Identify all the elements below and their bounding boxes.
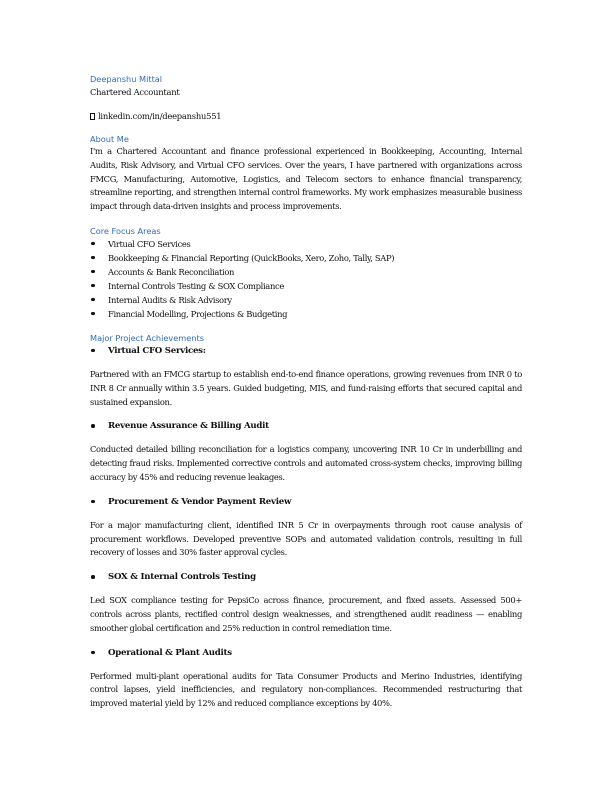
about-heading: About Me: [90, 134, 129, 144]
project-description: Led SOX compliance testing for PepsiCo across finance, procurement, and fixed assets. Assessed 500+ controls across plants, rectified control design weaknesses, and strengthened audit readiness — enabling smoother global certification and 25% reduction in control remediation time.: [90, 595, 522, 633]
list-item: [90, 279, 522, 293]
project-item: [90, 570, 522, 635]
focus-item-label: Accounts & Bank Reconciliation: [108, 266, 235, 277]
focus-item-label: Bookkeeping & Financial Reporting (QuickBooks, Xero, Zoho, Tally, SAP): [108, 252, 395, 263]
focus-item-label: Internal Controls Testing & SOX Compliance: [108, 280, 284, 291]
bullet-icon: [91, 312, 95, 316]
bullet-icon: [91, 256, 95, 260]
focus-heading: Core Focus Areas: [90, 225, 161, 236]
project-title-text: Revenue Assurance & Billing Audit: [108, 421, 269, 432]
projects-heading: Major Project Achievements: [90, 332, 204, 343]
candidate-title: Chartered Accountant: [90, 87, 180, 97]
list-item: [90, 265, 522, 279]
about-text: I'm a Chartered Accountant and finance professional experienced in Bookkeeping, Accounting, Internal Audits, Risk Advisory, and Virtual CFO services. Over the years, I have partnered with organizations across FMCG, Manufacturing, Automotive, Logistics, and Telecom sectors to enhance financial transparency, streamline reporting, and strengthen internal control frameworks. My work emphasizes measurable business impact through data-driven insights and process improvements.: [90, 146, 522, 212]
resume-page: [90, 72, 522, 721]
bullet-icon: [91, 424, 95, 428]
project-title-text: Operational & Plant Audits: [108, 647, 232, 658]
project-description: Conducted detailed billing reconciliation for a logistics company, uncovering INR 10 Cr in underbilling and detecting fraud risks. Implemented corrective controls and automated cross-system checks, improving billing accuracy by 45% and reducing revenue leakages.: [90, 444, 522, 482]
bullet-icon: [91, 349, 95, 353]
bullet-icon: [91, 651, 95, 655]
project-description: Performed multi-plant operational audits for Tata Consumer Products and Merino Industries, identifying control lapses, yield inefficiencies, and regulatory non-compliances. Recommended restructuring that improved material yield by 12% and reduced compliance exceptions by 40%.: [90, 670, 522, 709]
project-title-text: SOX & Internal Controls Testing: [108, 572, 256, 583]
project-item: [90, 495, 522, 560]
bullet-icon: [91, 500, 95, 504]
list-item: [90, 251, 522, 265]
project-item: [90, 646, 522, 711]
project-item: [90, 344, 522, 409]
bullet-icon: [91, 575, 95, 579]
project-title: [90, 344, 522, 358]
project-description: For a major manufacturing client, identified INR 5 Cr in overpayments through root cause analysis of procurement workflows. Developed preventive SOPs and automated validation controls, resulting in full recovery of losses and 30% faster approval cycles.: [90, 519, 522, 558]
project-description: Partnered with an FMCG startup to establish end-to-end finance operations, growing revenues from INR 0 to INR 8 Cr annually within 3.5 years. Guided budgeting, MIS, and fund-raising efforts that secured capital and sustained expansion.: [90, 368, 522, 407]
project-title-text: Virtual CFO Services:: [108, 345, 206, 356]
focus-item-label: Virtual CFO Services: [108, 238, 191, 249]
project-title: [90, 570, 522, 584]
list-item: [90, 307, 522, 321]
linkedin-line: [90, 110, 522, 122]
link-icon: [90, 113, 95, 120]
project-title: [90, 495, 522, 509]
focus-item-label: Internal Audits & Risk Advisory: [108, 294, 232, 305]
project-title: [90, 419, 522, 433]
list-item: [90, 293, 522, 307]
project-title: [90, 646, 522, 660]
bullet-icon: [91, 270, 95, 274]
project-title-text: Procurement & Vendor Payment Review: [108, 496, 292, 507]
list-item: [90, 237, 522, 251]
bullet-icon: [91, 242, 95, 246]
bullet-icon: [91, 284, 95, 288]
linkedin-link[interactable]: linkedin.com/in/deepanshu551: [98, 111, 222, 121]
focus-list: [90, 237, 522, 321]
bullet-icon: [91, 298, 95, 302]
focus-item-label: Financial Modelling, Projections & Budgeting: [108, 308, 288, 319]
project-item: [90, 419, 522, 484]
candidate-name: Deepanshu Mittal: [90, 74, 163, 84]
